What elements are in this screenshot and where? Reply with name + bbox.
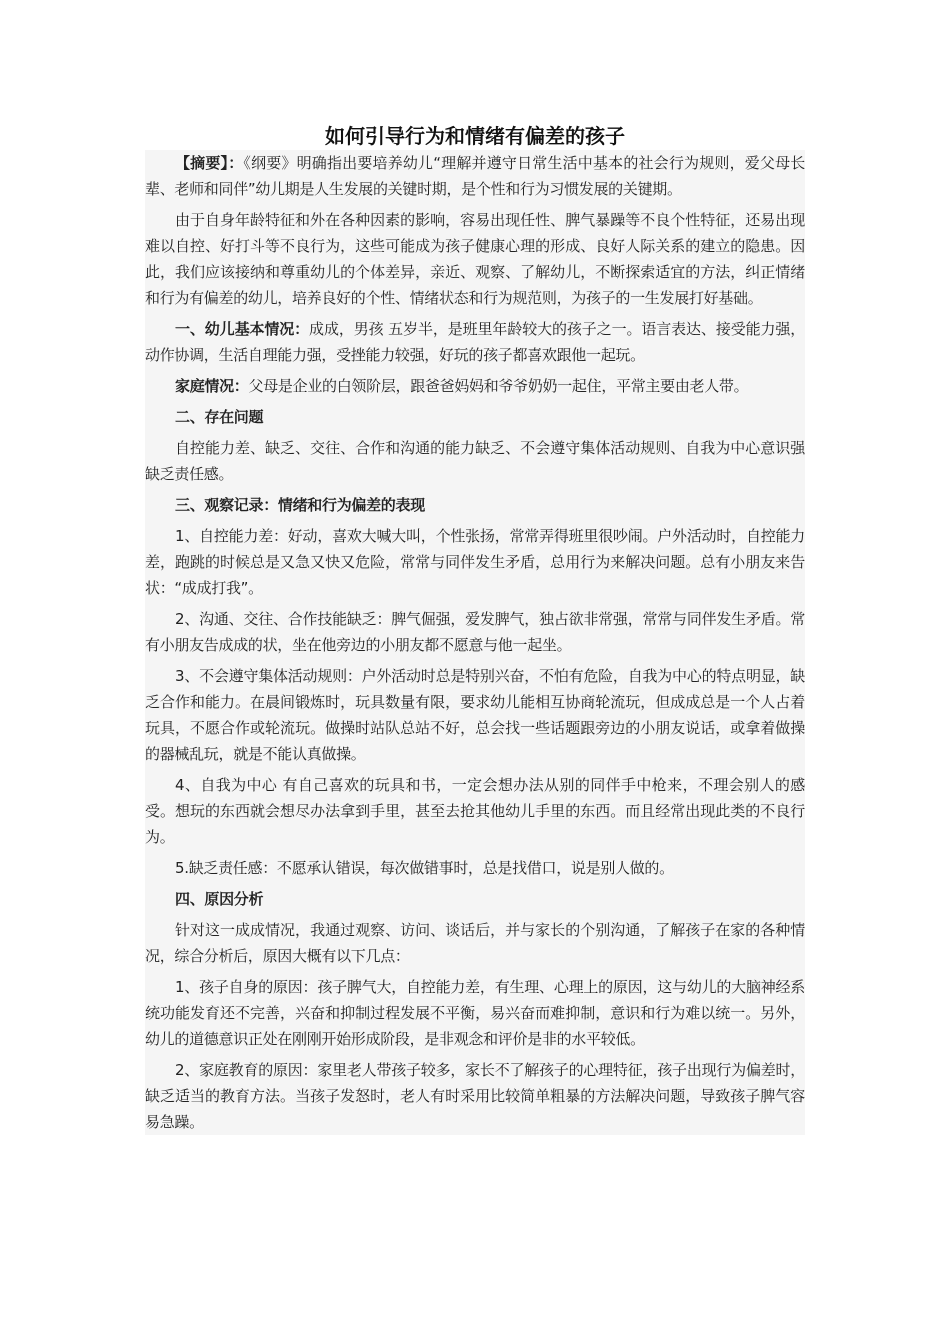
paragraph-text: 5.缺乏责任感：不愿承认错误，每次做错事时，总是找借口，说是别人做的。 [175, 859, 674, 877]
paragraph-text: 1、自控能力差：好动，喜欢大喊大叫，个性张扬，常常弄得班里很吵闹。户外活动时，自控能力差，跑跳的时候总是又急又快又危险，常常与同伴发生矛盾，总用行为来解决问题。总有小朋友来告状：“成成打我”。 [145, 527, 805, 597]
page-title: 如何引导行为和情绪有偏差的孩子 [325, 124, 625, 148]
paragraph-analysis-2 [145, 1057, 805, 1135]
paragraph-text: 针对这一成成情况，我通过观察、访问、谈话后，并与家长的个别沟通，了解孩子在家的各种情况，综合分析后，原因大概有以下几点： [145, 921, 805, 965]
section-heading-observation: 三、观察记录：情绪和行为偏差的表现 [175, 496, 425, 514]
paragraph-text: 3、不会遵守集体活动规则：户外活动时总是特别兴奋，不怕有危险，自我为中心的特点明显，缺乏合作和能力。在晨间锻炼时，玩具数量有限，要求幼儿能相互协商轮流玩，但成成总是一个人占着玩具，不愿合作或轮流玩。做操时站队总站不好，总会找一些话题跟旁边的小朋友说话，或拿着做操的器械乱玩，就是不能认真做操。 [145, 667, 805, 763]
paragraph-analysis-1 [145, 974, 805, 1052]
paragraph-family [145, 373, 805, 399]
paragraph-observation-1 [145, 523, 805, 601]
abstract-label: 【摘要】： [175, 154, 244, 172]
section-heading-problems: 二、存在问题 [175, 408, 264, 426]
paragraph-text: 由于自身年龄特征和外在各种因素的影响，容易出现任性、脾气暴躁等不良个性特征，还易出现难以自控、好打斗等不良行为，这些可能成为孩子健康心理的形成、良好人际关系的建立的隐患。因此，我们应该接纳和尊重幼儿的个体差异，亲近、观察、了解幼儿，不断探索适宜的方法，纠正情绪和行为有偏差的幼儿，培养良好的个性、情绪状态和行为规范则，为孩子的一生发展打好基础。 [145, 211, 805, 307]
paragraph-text: 2、沟通、交往、合作技能缺乏：脾气倔强，爱发脾气，独占欲非常强，常常与同伴发生矛盾。常有小朋友告成成的状，坐在他旁边的小朋友都不愿意与他一起坐。 [145, 610, 805, 654]
paragraph-text: 2、家庭教育的原因：家里老人带孩子较多，家长不了解孩子的心理特征，孩子出现行为偏差时，缺乏适当的教育方法。当孩子发怒时，老人有时采用比较简单粗暴的方法解决问题，导致孩子脾气容易急躁。 [145, 1061, 805, 1131]
paragraph-observation-3 [145, 663, 805, 767]
paragraph-text: 成成，男孩 五岁半，是班里年龄较大的孩子之一。语言表达、接受能力强，动作协调，生活自理能力强，受挫能力较强，好玩的孩子都喜欢跟他一起玩。 [145, 320, 805, 364]
paragraph-analysis-intro [145, 917, 805, 969]
paragraph-text: 4、自我为中心 有自己喜欢的玩具和书，一定会想办法从别的同伴手中枪来，不理会别人的感受。想玩的东西就会想尽办法拿到手里，甚至去抢其他幼儿手里的东西。而且经常出现此类的不良行为。 [145, 776, 805, 846]
paragraph-observation-2 [145, 606, 805, 658]
paragraph-text: 自控能力差、缺乏、交往、合作和沟通的能力缺乏、不会遵守集体活动规则、自我为中心意识强 缺乏责任感。 [145, 439, 805, 483]
paragraph-abstract [145, 150, 805, 202]
paragraph-observation-4 [145, 772, 805, 850]
paragraph-text: 1、孩子自身的原因：孩子脾气大，自控能力差，有生理、心理上的原因，这与幼儿的大脑神经系统功能发育还不完善，兴奋和抑制过程发展不平衡，易兴奋而难抑制，意识和行为难以统一。另外，幼儿的道德意识正处在刚刚开始形成阶段，是非观念和评价是非的水平较低。 [145, 978, 805, 1048]
paragraph-intro [145, 207, 805, 311]
section-label-family: 家庭情况： [175, 377, 249, 395]
paragraph-text: 父母是企业的白领阶层，跟爸爸妈妈和爷爷奶奶一起住，平常主要由老人带。 [248, 377, 749, 395]
document-body [145, 150, 805, 1135]
paragraph-observation-5 [145, 855, 805, 881]
paragraph-basic-info [145, 316, 805, 368]
paragraph-problems [145, 435, 805, 487]
section-label-basic-info: 一、幼儿基本情况： [175, 320, 310, 338]
paragraph-text: 《纲要》明确指出要培养幼儿“理解并遵守日常生活中基本的社会行为规则，爱父母长辈、老师和同伴”幼儿期是人生发展的关键时期，是个性和行为习惯发展的关键期。 [145, 154, 805, 198]
section-heading-analysis: 四、原因分析 [175, 890, 264, 908]
